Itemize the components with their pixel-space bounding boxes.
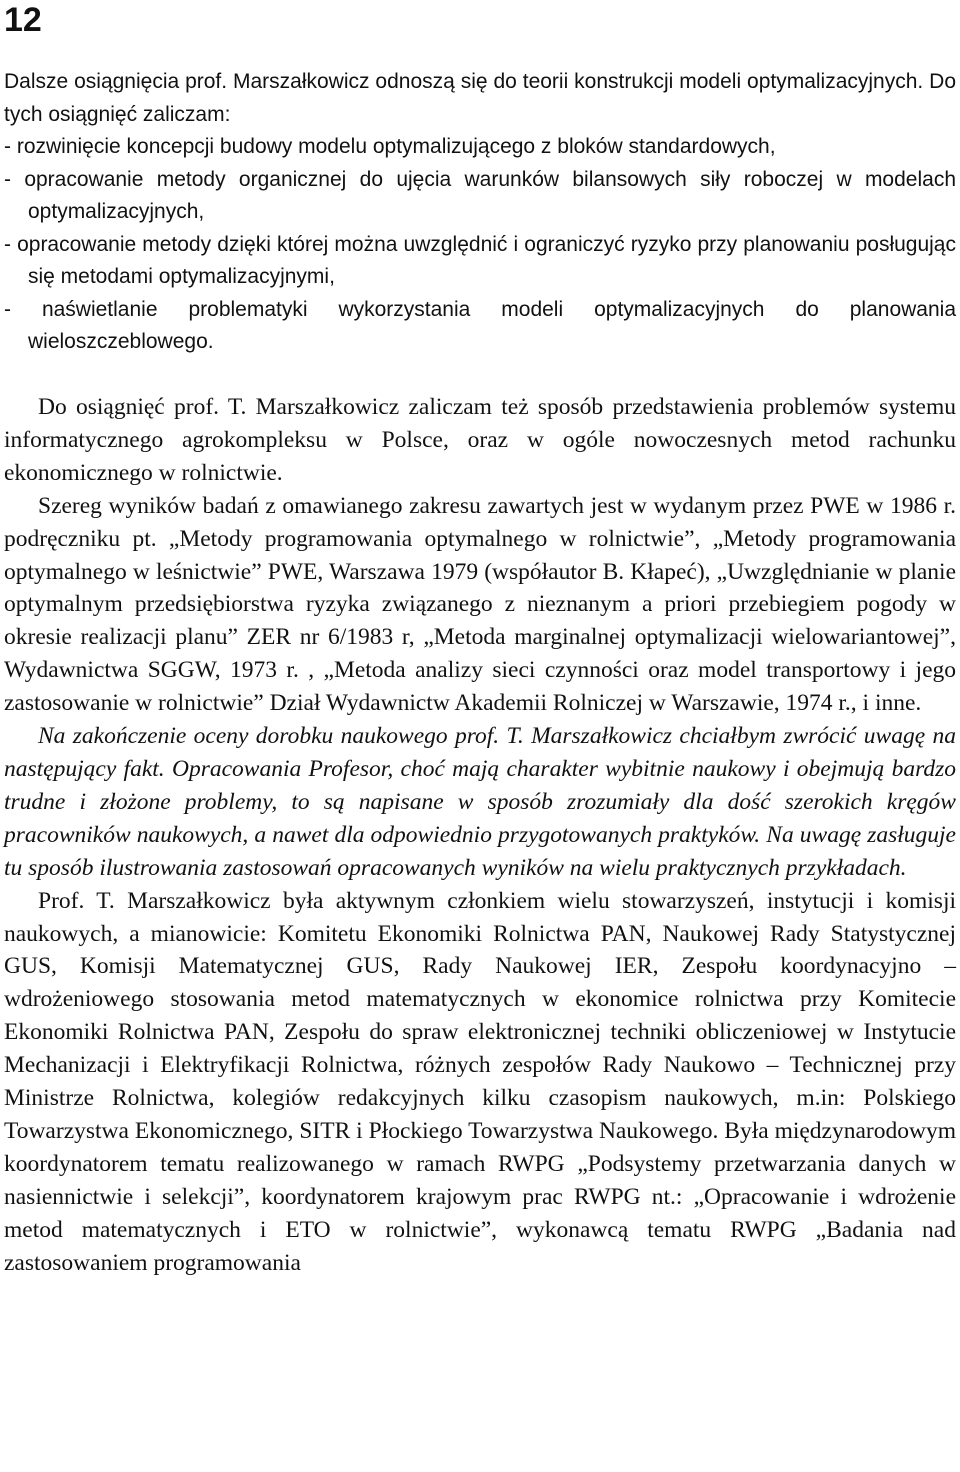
- body-paragraph-publications: Szereg wyników badań z omawianego zakresu zawartych jest w wydanym przez PWE w 1986 r. podręczniku pt. „Metody programowania optymalnego w rolnictwie”, „Metody programowania optymalnego w leśnictwie” PWE, Warszawa 1979 (współautor B. Kłapeć), „Uwzględnianie w planie optymalnym przedsiębiorstwa ryzyka związanego z nieznanym a priori przebiegiem pogody w okresie realizacji planu” ZER nr 6/1983 r, „Metoda marginalnej optymalizacji wielowariantowej”, Wydawnictwa SGGW, 1973 r. , „Metoda analizy sieci czynności oraz model transportowy i jego zastosowanie w rolnictwie” Dział Wydawnictw Akademii Rolniczej w Warszawie, 1974 r., i inne.: [4, 492, 956, 717]
- body-paragraph-conclusion: Na zakończenie oceny dorobku naukowego prof. T. Marszałkowicz chciałbym zwrócić uwagę na następujący fakt. Opracowania Profesor, choć mają charakter wybitnie naukowy i obejmują bardzo trudne i złożone problemy, to są napisane w sposób zrozumiały dla dość szerokich kręgów pracowników naukowych, a nawet dla odpowiednio przygotowanych praktyków. Na uwagę zasługuje tu sposób ilustrowania zastosowań opracowanych wyników na wielu praktycznych przykładach.: [4, 723, 956, 881]
- list-item: - rozwinięcie koncepcji budowy modelu optymalizującego z bloków standardowych,: [4, 135, 776, 158]
- intro-section: [4, 66, 956, 359]
- list-item: - naświetlanie problematyki wykorzystania modeli optymalizacyjnych do planowania wieloszczeblowego.: [4, 297, 956, 353]
- body-section: [4, 391, 956, 1279]
- body-paragraph-achievements: Do osiągnięć prof. T. Marszałkowicz zaliczam też sposób przedstawienia problemów systemu informatycznego agrokompleksu w Polsce, oraz w ogóle nowoczesnych metod rachunku ekonomicznego w rolnictwie.: [4, 394, 956, 486]
- list-item: - opracowanie metody organicznej do ujęcia warunków bilansowych siły roboczej w modelach optymalizacyjnych,: [4, 167, 956, 223]
- page-number: 12: [4, 1, 42, 39]
- intro-paragraph: Dalsze osiągnięcia prof. Marszałkowicz odnoszą się do teorii konstrukcji modeli optymalizacyjnych. Do tych osiągnięć zaliczam:: [4, 70, 956, 126]
- body-paragraph-memberships: Prof. T. Marszałkowicz była aktywnym członkiem wielu stowarzyszeń, instytucji i komisji naukowych, a mianowicie: Komitetu Ekonomiki Rolnictwa PAN, Naukowej Rady Statystycznej GUS, Komisji Matematycznej GUS, Rady Naukowej IER, Zespołu koordynacyjno – wdrożeniowego stosowania metod matematycznych w ekonomice rolnictwa przy Komitecie Ekonomiki Rolnictwa PAN, Zespołu do spraw elektronicznej techniki obliczeniowej w Instytucie Mechanizacji i Elektryfikacji Rolnictwa, różnych zespołów Rady Naukowo – Technicznej przy Ministrze Rolnictwa, kolegiów redakcyjnych kilku czasopism naukowych, m.in: Polskiego Towarzystwa Ekonomicznego, SITR i Płockiego Towarzystwa Naukowego. Była międzynarodowym koordynatorem tematu realizowanego w ramach RWPG „Podsystemy przetwarzania danych w nasiennictwie i selekcji”, koordynatorem krajowym prac RWPG nt.: „Opracowanie i wdrożenie metod matematycznych i ETO w rolnictwie”, wykonawcą tematu RWPG „Badania nad zastosowaniem programowania: [4, 887, 956, 1276]
- list-item: - opracowanie metody dzięki której można uwzględnić i ograniczyć ryzyko przy planowaniu posługując się metodami optymalizacyjnymi,: [4, 232, 956, 288]
